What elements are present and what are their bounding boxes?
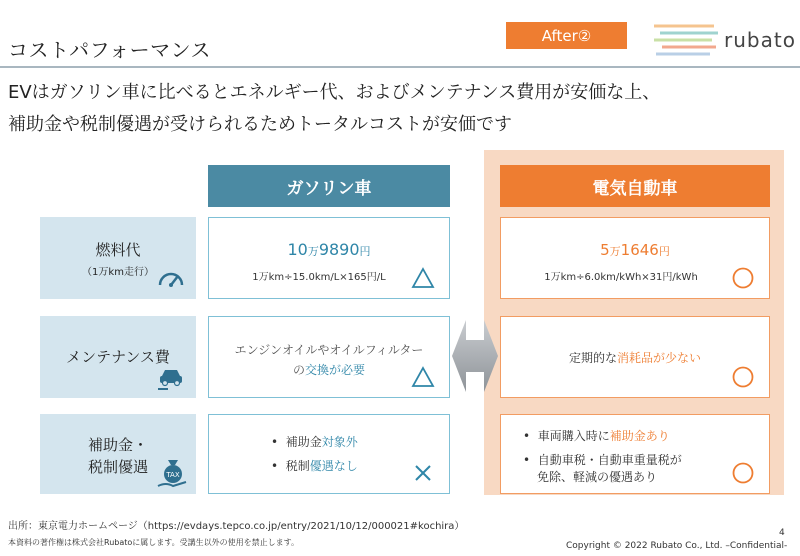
gas-subsidy-bullet-2: • 税制優遇なし (271, 459, 358, 473)
circle-mark-icon (731, 365, 755, 389)
gas-fuel-amount-1: 10 (287, 240, 308, 259)
ev-fuel-unit-1: 万 (609, 245, 621, 258)
gas-subsidy-b2-pre: 税制 (285, 459, 310, 473)
gas-subsidy-b1-highlight: 対象外 (321, 435, 358, 449)
title-divider (0, 66, 800, 68)
ev-maintenance-pre: 定期的な (568, 351, 617, 365)
ev-fuel-detail: 1万km÷6.0km/kWh×31円/kWh (544, 272, 698, 283)
circle-mark-icon (731, 461, 755, 485)
triangle-mark-icon (411, 365, 435, 389)
copyright-notice: 本資料の著作権は株式会社Rubatoに属します。受講生以外の使用を禁止します。 (8, 538, 299, 547)
ev-subsidy-bullet-2: • 自動車税・自動車重量税が (523, 453, 682, 467)
ev-maintenance-text (501, 349, 769, 366)
gas-subsidy-bullet-1: • 補助金対象外 (271, 435, 358, 449)
ev-maintenance-highlight: 消耗品が少ない (617, 351, 702, 365)
ev-fuel-amount (501, 240, 769, 259)
row-label-subsidy (40, 414, 196, 494)
svg-text:TAX: TAX (166, 471, 180, 479)
page-title: コストパフォーマンス (8, 38, 211, 62)
row-label-subsidy-line2: 税制優遇 (87, 458, 148, 476)
after-badge: After② (506, 22, 627, 49)
ev-fuel-amount-1: 5 (600, 241, 610, 259)
gas-fuel-unit-1: 万 (307, 245, 319, 258)
circle-mark-icon (731, 266, 755, 290)
ev-subsidy-b2-line1: 自動車税・自動車重量税が (537, 453, 682, 467)
ev-column-header: 電気自動車 (500, 165, 770, 207)
row-label-subsidy-line1: 補助金・ (87, 436, 148, 454)
ev-fuel-unit-2: 円 (658, 245, 670, 258)
page-number: 4 (779, 528, 785, 538)
compare-double-arrow-icon (452, 300, 498, 412)
speedometer-icon (156, 263, 186, 293)
gas-fuel-amount (209, 240, 449, 259)
ev-maintenance-cell (500, 316, 770, 398)
tax-money-bag-icon (156, 456, 190, 490)
gas-maintenance-cell (208, 316, 450, 398)
gas-fuel-unit-2: 円 (359, 245, 371, 258)
lead-line-2: 補助金や税制優遇が受けられるためトータルコストが安価です (8, 114, 512, 135)
gas-fuel-detail: 1万km÷15.0km/L×165円/L (252, 272, 386, 283)
car-repair-icon (156, 362, 186, 392)
ev-subsidy-bullet-1: • 車両購入時に補助金あり (523, 429, 670, 443)
row-label-fuel-sub: （1万km走行） (82, 267, 154, 278)
gas-maintenance-line2-highlight: 交換が必要 (305, 363, 366, 377)
triangle-mark-icon (411, 266, 435, 290)
ev-fuel-cell (500, 217, 770, 299)
gas-fuel-amount-2: 9890 (318, 240, 360, 259)
gas-subsidy-b2-highlight: 優遇なし (309, 459, 358, 473)
gas-maintenance-line2-pre: の (292, 363, 305, 377)
row-label-maintenance (40, 316, 196, 398)
gas-fuel-cell (208, 217, 450, 299)
cross-mark-icon (411, 461, 435, 485)
ev-subsidy-cell (500, 414, 770, 494)
row-label-fuel-text: 燃料代 (95, 241, 141, 259)
row-label-fuel (40, 217, 196, 299)
lead-line-1: EVはガソリン車に比べるとエネルギー代、およびメンテナンス費用が安価な上、 (8, 82, 661, 103)
gas-maintenance-line1: エンジンオイルやオイルフィルター (234, 343, 424, 357)
gas-subsidy-cell (208, 414, 450, 494)
logo-text: rubato (724, 28, 796, 52)
ev-subsidy-bullet-2-line2: 免除、軽減の優遇あり (537, 470, 658, 484)
source-note: 出所：東京電力ホームページ（https://evdays.tepco.co.jp/entry/2021/10/12/000021#kochira） (8, 521, 465, 532)
ev-subsidy-b1-pre: 車両購入時に (537, 429, 610, 443)
row-label-maintenance-text: メンテナンス費 (66, 348, 170, 366)
gas-subsidy-b1-pre: 補助金 (285, 435, 322, 449)
ev-subsidy-b1-highlight: 補助金あり (609, 429, 670, 443)
ev-fuel-amount-2: 1646 (620, 241, 659, 259)
gasoline-column-header: ガソリン車 (208, 165, 450, 207)
copyright: Copyright © 2022 Rubato Co., Ltd. –Confidential- (566, 541, 788, 551)
